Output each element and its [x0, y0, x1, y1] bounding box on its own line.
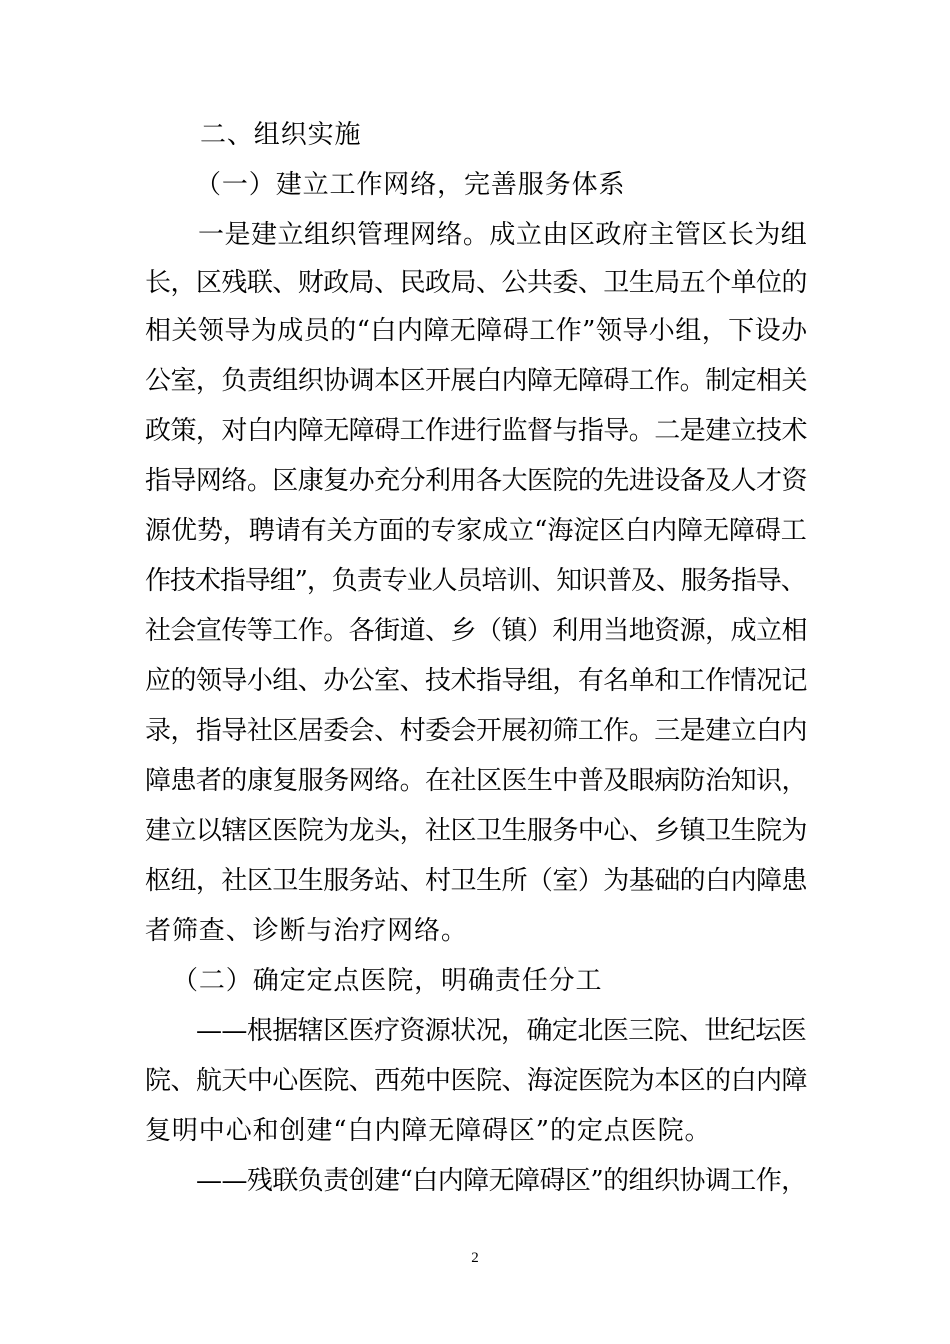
paragraph-line: 指导网络。区康复办充分利用各大医院的先进设备及人才资: [145, 466, 807, 496]
paragraph-line: 公室，负责组织协调本区开展白内障无障碍工作。制定相关: [145, 366, 807, 396]
paragraph-line: ——残联负责创建“白内障无障碍区”的组织协调工作，: [196, 1166, 807, 1196]
paragraph-line: 相关领导为成员的“白内障无障碍工作”领导小组，下设办: [145, 316, 808, 346]
paragraph-line: 建立以辖区医院为龙头，社区卫生服务中心、乡镇卫生院为: [145, 816, 807, 846]
paragraph-line: 作技术指导组”，负责专业人员培训、知识普及、服务指导、: [145, 566, 806, 596]
paragraph-line: 政策，对白内障无障碍工作进行监督与指导。二是建立技术: [145, 416, 807, 446]
paragraph-line: 社会宣传等工作。各街道、乡（镇）利用当地资源，成立相: [145, 616, 807, 646]
paragraph-line: ——根据辖区医疗资源状况，确定北医三院、世纪坛医: [196, 1016, 807, 1046]
subsection-heading: （一）建立工作网络，完善服务体系: [195, 170, 626, 200]
paragraph-line: 录，指导社区居委会、村委会开展初筛工作。三是建立白内: [145, 716, 807, 746]
paragraph-line: 一是建立组织管理网络。成立由区政府主管区长为组: [198, 220, 808, 250]
paragraph-line: 院、航天中心医院、西苑中医院、海淀医院为本区的白内障: [145, 1066, 807, 1096]
paragraph-line: 应的领导小组、办公室、技术指导组，有名单和工作情况记: [145, 666, 807, 696]
paragraph-line: 者筛查、诊断与治疗网络。: [145, 916, 468, 946]
paragraph-line: 枢纽，社区卫生服务站、村卫生所（室）为基础的白内障患: [145, 866, 807, 896]
paragraph-line: 障患者的康复服务网络。在社区医生中普及眼病防治知识，: [145, 766, 807, 796]
page-number: 2: [471, 1250, 479, 1266]
paragraph-line: 源优势，聘请有关方面的专家成立“海淀区白内障无障碍工: [145, 516, 807, 546]
section-heading: 二、组织实施: [200, 120, 362, 150]
subsection-heading: （二）确定定点医院，明确责任分工: [172, 966, 603, 996]
paragraph-line: 长，区残联、财政局、民政局、公共委、卫生局五个单位的: [145, 268, 807, 298]
paragraph-line: 复明中心和创建“白内障无障碍区”的定点医院。: [145, 1116, 712, 1146]
